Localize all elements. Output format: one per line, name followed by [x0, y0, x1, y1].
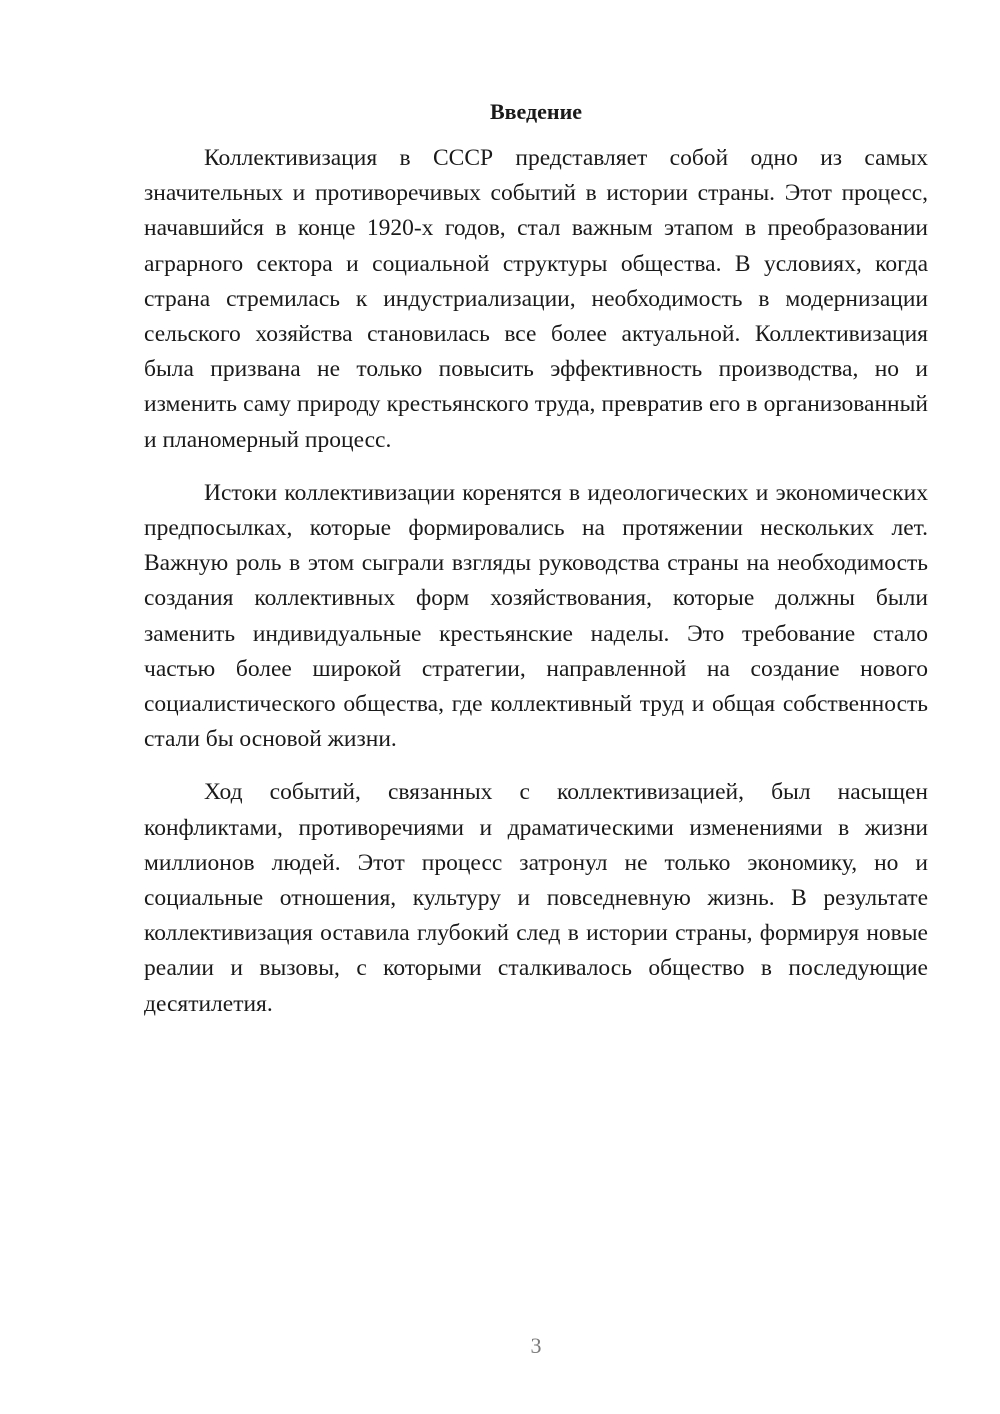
body-text — [144, 141, 928, 1040]
paragraph-2: Истоки коллективизации коренятся в идеологических и экономических предпосылках, которые формировались на протяжении нескольких лет. Важную роль в этом сыграли взгляды руководства страны на необходимость создания коллективных форм хозяйствования, которые должны были заменить индивидуальные крестьянские наделы. Это требование стало частью более широкой стратегии, направленной на создание нового социалистического общества, где коллективный труд и общая собственность стали бы основой жизни. — [144, 479, 928, 753]
paragraph-1: Коллективизация в СССР представляет собой одно из самых значительных и противоречивых событий в истории страны. Этот процесс, начавшийся в конце 1920-х годов, стал важным этапом в преобразовании аграрного сектора и социальной структуры общества. В условиях, когда страна стремилась к индустриализации, необходимость в модернизации сельского хозяйства становилась все более актуальной. Коллективизация была призвана не только повысить эффективность производства, но и изменить саму природу крестьянского труда, превратив его в организованный и планомерный процесс. — [144, 145, 928, 453]
paragraph-3: Ход событий, связанных с коллективизацией, был насыщен конфликтами, противоречиями и драматическими изменениями в жизни миллионов людей. Этот процесс затронул не только экономику, но и социальные отношения, культуру и повседневную жизнь. В результате коллективизация оставила глубокий след в истории страны, формируя новые реалии и вызовы, с которыми сталкивалось общество в последующие десятилетия. — [144, 779, 928, 1017]
page-number: 3 — [530, 1333, 542, 1358]
section-heading: Введение — [489, 99, 583, 124]
